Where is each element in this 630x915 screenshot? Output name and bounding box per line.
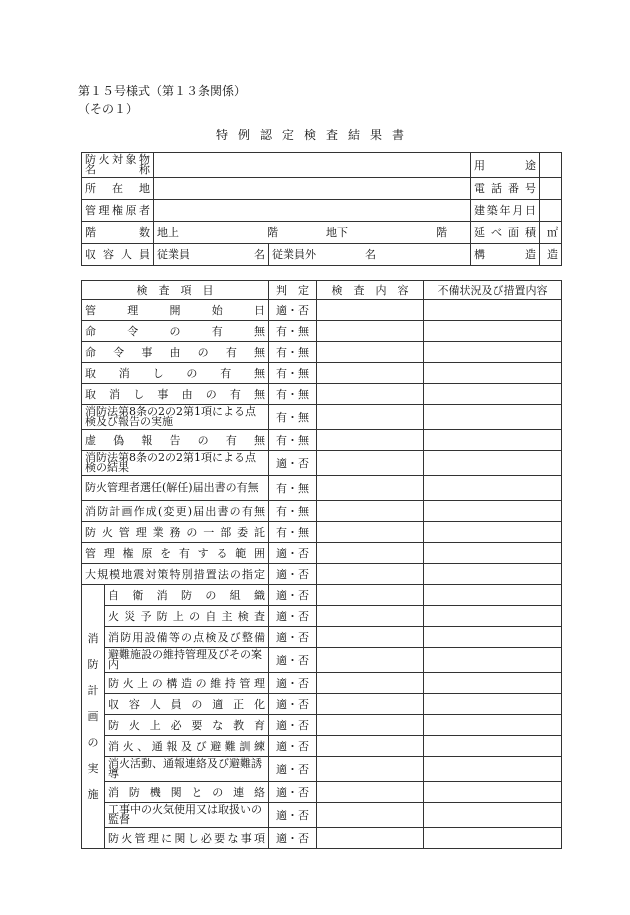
plan-item-label: 消火、通報及び避難訓練	[105, 736, 269, 757]
plan-item-label: 火災予防上の自主検査	[105, 606, 269, 627]
location-value[interactable]	[154, 178, 471, 200]
judgment-cell[interactable]: 適・否	[269, 585, 317, 606]
deficiency-cell[interactable]	[424, 828, 562, 849]
non-employees-label: 従業員外	[272, 248, 316, 261]
judgment-cell[interactable]: 有・無	[269, 476, 317, 501]
content-cell[interactable]	[317, 476, 424, 501]
floor-area-label: 延べ面積	[471, 222, 540, 244]
deficiency-cell[interactable]	[424, 585, 562, 606]
employees-unit: 名	[254, 248, 265, 261]
deficiency-cell[interactable]	[424, 522, 562, 543]
below-ground-label: 地下	[326, 226, 348, 239]
fire-object-name-label: 防火対象物 名 称	[82, 153, 154, 178]
structure-label: 構 造	[471, 244, 540, 266]
judgment-cell[interactable]: 適・否	[269, 300, 317, 321]
item-label: 消防法第8条の2の2第1項による点検の結果	[82, 451, 269, 476]
employees-label: 従業員	[157, 248, 190, 261]
item-label: 取消し事由の有無	[82, 384, 269, 405]
deficiency-cell[interactable]	[424, 606, 562, 627]
below-floor-unit: 階	[436, 226, 447, 239]
content-cell[interactable]	[317, 782, 424, 803]
floor-area-unit: ㎡	[540, 222, 562, 244]
built-date-value[interactable]	[540, 200, 562, 222]
above-ground-label: 地上	[157, 226, 179, 239]
above-floor-unit: 階	[267, 226, 278, 239]
judgment-cell[interactable]: 有・無	[269, 363, 317, 384]
phone-label: 電話番号	[471, 178, 540, 200]
non-employees-unit: 名	[365, 248, 376, 261]
plan-item-label: 防火上の構造の維持管理	[105, 673, 269, 694]
plan-group-label	[82, 585, 105, 849]
judgment-cell[interactable]: 有・無	[269, 405, 317, 430]
usage-value[interactable]	[540, 153, 562, 178]
phone-value[interactable]	[540, 178, 562, 200]
deficiency-cell[interactable]	[424, 300, 562, 321]
plan-item-label: 消防機関との連絡	[105, 782, 269, 803]
judgment-cell[interactable]: 有・無	[269, 384, 317, 405]
judgment-cell[interactable]: 有・無	[269, 522, 317, 543]
built-date-label: 建築年月日	[471, 200, 540, 222]
content-cell[interactable]	[317, 715, 424, 736]
deficiency-cell[interactable]	[424, 673, 562, 694]
judgment-cell[interactable]: 適・否	[269, 828, 317, 849]
content-cell[interactable]	[317, 522, 424, 543]
content-cell[interactable]	[317, 501, 424, 522]
deficiency-cell[interactable]	[424, 363, 562, 384]
plan-item-label: 自衛消防の組織	[105, 585, 269, 606]
plan-item-label: 収容人員の適正化	[105, 694, 269, 715]
deficiency-cell[interactable]	[424, 476, 562, 501]
item-label: 管理開始日	[82, 300, 269, 321]
deficiency-cell[interactable]	[424, 648, 562, 673]
judgment-cell[interactable]: 有・無	[269, 321, 317, 342]
plan-item-label: 工事中の火気使用又は取扱いの監督	[105, 803, 269, 828]
judgment-cell[interactable]: 適・否	[269, 451, 317, 476]
owner-value[interactable]	[154, 200, 471, 222]
judgment-cell[interactable]: 有・無	[269, 501, 317, 522]
content-cell[interactable]	[317, 342, 424, 363]
judgment-cell[interactable]: 適・否	[269, 694, 317, 715]
deficiency-cell[interactable]	[424, 564, 562, 585]
owner-label: 管理権原者	[82, 200, 154, 222]
structure-unit: 造	[540, 244, 562, 266]
deficiency-cell[interactable]	[424, 757, 562, 782]
item-label: 防火管理者選任(解任)届出書の有無	[82, 476, 269, 501]
plan-group-text: 消 防 計 画 の 実 施	[87, 631, 99, 801]
content-cell[interactable]	[317, 543, 424, 564]
item-label: 管理権原を有する範囲	[82, 543, 269, 564]
form-number: 第１５号様式（第１３条関係）	[78, 84, 247, 98]
judgment-cell[interactable]: 適・否	[269, 606, 317, 627]
content-cell[interactable]	[317, 694, 424, 715]
content-cell[interactable]	[317, 321, 424, 342]
content-cell[interactable]	[317, 300, 424, 321]
content-cell[interactable]	[317, 606, 424, 627]
header-deficiency: 不備状況及び措置内容	[424, 281, 562, 300]
deficiency-cell[interactable]	[424, 782, 562, 803]
content-cell[interactable]	[317, 627, 424, 648]
capacity-label: 収容人員	[82, 244, 154, 266]
content-cell[interactable]	[317, 405, 424, 430]
content-cell[interactable]	[317, 564, 424, 585]
deficiency-cell[interactable]	[424, 694, 562, 715]
header-judgment: 判 定	[269, 281, 317, 300]
deficiency-cell[interactable]	[424, 342, 562, 363]
plan-item-label: 避難施設の維持管理及びその案内	[105, 648, 269, 673]
judgment-cell[interactable]: 適・否	[269, 564, 317, 585]
deficiency-cell[interactable]	[424, 627, 562, 648]
employees-cell[interactable]	[154, 244, 269, 266]
deficiency-cell[interactable]	[424, 715, 562, 736]
content-cell[interactable]	[317, 757, 424, 782]
content-cell[interactable]	[317, 803, 424, 828]
judgment-cell[interactable]: 適・否	[269, 673, 317, 694]
page-title: 特例認定検査結果書	[215, 128, 414, 142]
deficiency-cell[interactable]	[424, 321, 562, 342]
item-label: 消防計画作成(変更)届出書の有無	[82, 501, 269, 522]
floors-label: 階 数	[82, 222, 154, 244]
item-label: 命令の有無	[82, 321, 269, 342]
judgment-cell[interactable]: 適・否	[269, 543, 317, 564]
content-cell[interactable]	[317, 828, 424, 849]
non-employees-cell[interactable]	[269, 244, 471, 266]
deficiency-cell[interactable]	[424, 803, 562, 828]
header-inspection-content: 検 査 内 容	[317, 281, 424, 300]
plan-item-label: 消火活動、通報連絡及び避難誘導	[105, 757, 269, 782]
plan-item-label: 消防用設備等の点検及び整備	[105, 627, 269, 648]
floors-value[interactable]	[154, 222, 471, 244]
header-inspection-item: 検 査 項 目	[82, 281, 269, 300]
content-cell[interactable]	[317, 648, 424, 673]
judgment-cell[interactable]: 適・否	[269, 757, 317, 782]
judgment-cell[interactable]: 適・否	[269, 782, 317, 803]
deficiency-cell[interactable]	[424, 501, 562, 522]
fire-object-name-value[interactable]	[154, 153, 471, 178]
content-cell[interactable]	[317, 673, 424, 694]
item-label: 防火管理業務の一部委託	[82, 522, 269, 543]
inspection-table	[81, 280, 562, 849]
plan-item-label: 防火上必要な教育	[105, 715, 269, 736]
content-cell[interactable]	[317, 363, 424, 384]
item-label: 虚偽報告の有無	[82, 430, 269, 451]
item-label: 大規模地震対策特別措置法の指定	[82, 564, 269, 585]
form-part: （その１）	[78, 102, 139, 116]
basic-info-table	[81, 152, 562, 266]
judgment-cell[interactable]: 適・否	[269, 627, 317, 648]
deficiency-cell[interactable]	[424, 384, 562, 405]
judgment-cell[interactable]: 適・否	[269, 648, 317, 673]
item-label: 取消しの有無	[82, 363, 269, 384]
judgment-cell[interactable]: 適・否	[269, 736, 317, 757]
content-cell[interactable]	[317, 451, 424, 476]
deficiency-cell[interactable]	[424, 405, 562, 430]
content-cell[interactable]	[317, 585, 424, 606]
deficiency-cell[interactable]	[424, 543, 562, 564]
judgment-cell[interactable]: 有・無	[269, 342, 317, 363]
plan-item-label: 防火管理に関し必要な事項	[105, 828, 269, 849]
item-label: 命令事由の有無	[82, 342, 269, 363]
judgment-cell[interactable]: 適・否	[269, 803, 317, 828]
content-cell[interactable]	[317, 430, 424, 451]
location-label: 所 在 地	[82, 178, 154, 200]
item-label: 消防法第8条の2の2第1項による点検及び報告の実施	[82, 405, 269, 430]
usage-label: 用 途	[471, 153, 540, 178]
judgment-cell[interactable]: 有・無	[269, 430, 317, 451]
content-cell[interactable]	[317, 384, 424, 405]
deficiency-cell[interactable]	[424, 736, 562, 757]
deficiency-cell[interactable]	[424, 430, 562, 451]
content-cell[interactable]	[317, 736, 424, 757]
deficiency-cell[interactable]	[424, 451, 562, 476]
judgment-cell[interactable]: 適・否	[269, 715, 317, 736]
